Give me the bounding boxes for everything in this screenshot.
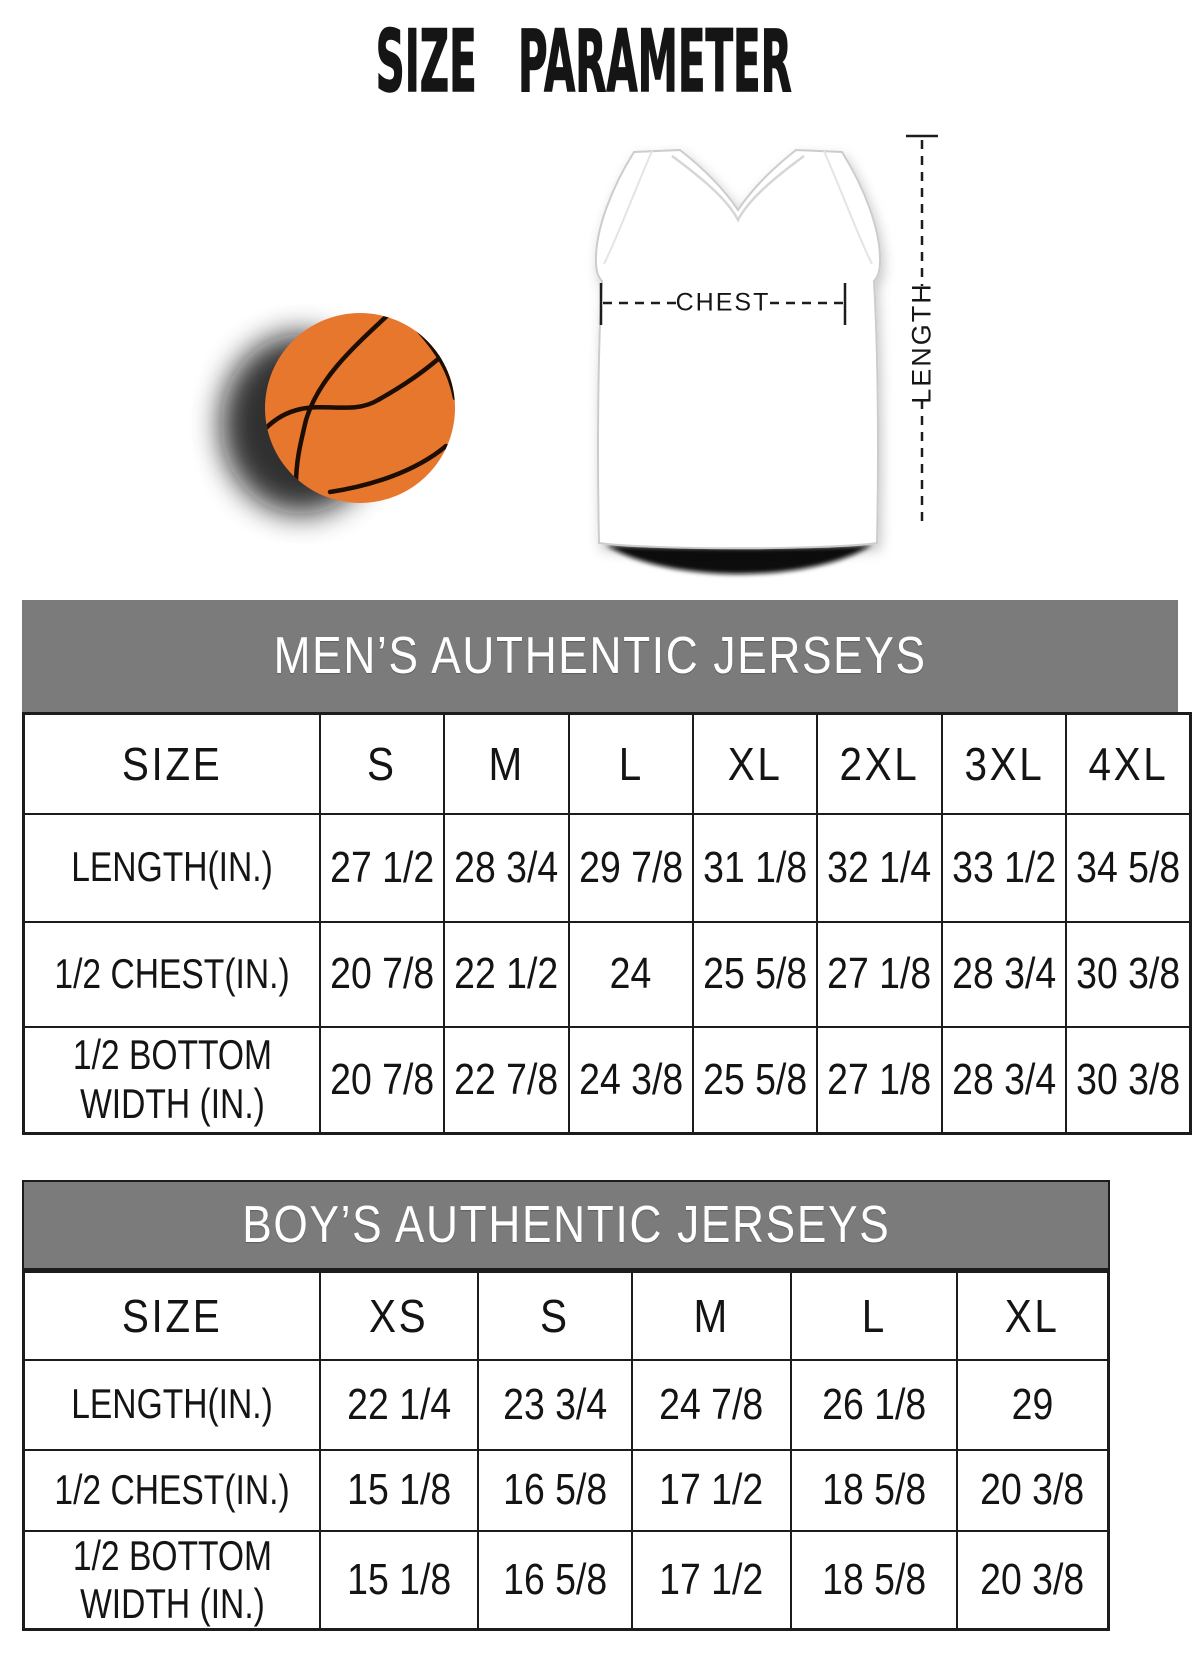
value-cell: [478, 1450, 631, 1531]
boys-chest-row: [24, 1450, 1109, 1531]
jersey-body: [596, 150, 880, 548]
cell-text: 20 3/8: [980, 1465, 1085, 1514]
cell-text: 18 5/8: [822, 1554, 927, 1604]
cell-text: LENGTH(IN.): [71, 1380, 273, 1428]
value-cell: [320, 814, 444, 922]
boys-length-row: [24, 1360, 1109, 1450]
cell-text: 27 1/2: [330, 842, 435, 892]
cell-text: 16 5/8: [502, 1465, 607, 1514]
cell-text: 26 1/8: [822, 1379, 927, 1429]
mens-size-table: [22, 712, 1192, 1135]
boys-header-row: [24, 1272, 1109, 1360]
row-label-cell: [24, 922, 321, 1027]
cell-text: 31 1/8: [703, 842, 808, 892]
cell-text: 16 5/8: [502, 1554, 607, 1604]
value-cell: [1066, 1027, 1191, 1134]
cell-text: 20 7/8: [330, 949, 435, 998]
boys-header-cell: [791, 1272, 957, 1360]
cell-text: 33 1/2: [951, 842, 1056, 892]
value-cell: [957, 1531, 1108, 1630]
boys-header-cell: [478, 1272, 631, 1360]
cell-text: LENGTH(IN.): [71, 843, 273, 891]
cell-text: 24 3/8: [578, 1054, 683, 1104]
cell-text: L: [861, 1289, 887, 1342]
value-cell: [320, 1360, 478, 1450]
mens-band-title: MEN’S AUTHENTIC JERSEYS: [273, 627, 927, 685]
cell-text: 3XL: [963, 737, 1044, 790]
cell-text: XL: [1005, 1289, 1060, 1342]
value-cell: [320, 1027, 444, 1134]
boys-section: [22, 1180, 1110, 1631]
value-cell: [791, 1360, 957, 1450]
cell-text: 17 1/2: [659, 1554, 764, 1604]
mens-header-cell: [1066, 714, 1191, 814]
boys-header-cell: [320, 1272, 478, 1360]
value-cell: [320, 1450, 478, 1531]
mens-bottom-width-row: [24, 1027, 1191, 1134]
row-label-cell: [24, 1360, 321, 1450]
value-cell: [957, 1360, 1108, 1450]
cell-text: 30 3/8: [1076, 1054, 1181, 1104]
cell-text: S: [367, 737, 398, 790]
basketball-illustration: [221, 313, 455, 514]
cell-text: 2XL: [839, 737, 920, 790]
cell-text: 28 3/4: [951, 949, 1056, 998]
boys-size-table: [22, 1270, 1110, 1631]
cell-text: XS: [369, 1289, 429, 1342]
value-cell: [817, 814, 941, 922]
cell-text: 1/2 BOTTOM: [72, 1531, 272, 1579]
cell-text: L: [618, 737, 644, 790]
value-cell: [632, 1360, 792, 1450]
length-measure-label: LENGTH: [906, 282, 937, 404]
value-cell: [957, 1450, 1108, 1531]
mens-header-cell: [320, 714, 444, 814]
boys-header-cell: [632, 1272, 792, 1360]
cell-text: 24 7/8: [659, 1379, 764, 1429]
boys-band-title: BOY’S AUTHENTIC JERSEYS: [241, 1196, 891, 1254]
row-label-cell: [24, 1027, 321, 1134]
cell-text: 30 3/8: [1076, 949, 1181, 998]
mens-header-cell: [817, 714, 941, 814]
value-cell: [632, 1450, 792, 1531]
mens-header-cell: [693, 714, 817, 814]
mens-header-cell: [444, 714, 568, 814]
cell-text: 25 5/8: [703, 949, 808, 998]
row-label-cell: [24, 814, 321, 922]
value-cell: [478, 1531, 631, 1630]
mens-header-cell: [569, 714, 693, 814]
cell-text: 29 7/8: [578, 842, 683, 892]
cell-text: WIDTH (IN.): [79, 1579, 265, 1627]
cell-text: 15 1/8: [347, 1554, 452, 1604]
cell-text: M: [693, 1289, 730, 1342]
boys-header-cell: [24, 1272, 321, 1360]
value-cell: [693, 1027, 817, 1134]
value-cell: [693, 814, 817, 922]
mens-section: [22, 600, 1181, 1135]
value-cell: [791, 1531, 957, 1630]
boys-band: [22, 1180, 1110, 1270]
mens-header-cell: [24, 714, 321, 814]
cell-text: 22 7/8: [454, 1054, 559, 1104]
cell-text: 20 7/8: [330, 1054, 435, 1104]
cell-text: 20 3/8: [980, 1554, 1085, 1604]
cell-text: XL: [727, 737, 783, 790]
cell-text: 15 1/8: [347, 1465, 452, 1514]
value-cell: [632, 1531, 792, 1630]
cell-text: 4XL: [1088, 737, 1169, 790]
cell-text: 24: [610, 949, 652, 998]
value-cell: [569, 1027, 693, 1134]
page-title-text: SIZE PARAMETER: [375, 12, 793, 112]
value-cell: [444, 814, 568, 922]
cell-text: 32 1/4: [827, 842, 932, 892]
value-cell: [817, 922, 941, 1027]
cell-text: 28 3/4: [951, 1054, 1056, 1104]
row-label-cell: [24, 1531, 321, 1630]
cell-text: 27 1/8: [827, 1054, 932, 1104]
cell-text: 18 5/8: [822, 1465, 927, 1514]
value-cell: [942, 922, 1066, 1027]
cell-text: 1/2 BOTTOM: [72, 1031, 272, 1079]
chest-measure-label: CHEST: [675, 288, 771, 317]
cell-text: M: [488, 737, 525, 790]
cell-text: 29: [1011, 1379, 1054, 1429]
cell-text: WIDTH (IN.): [79, 1079, 265, 1127]
value-cell: [1066, 922, 1191, 1027]
illustration: [0, 0, 1200, 600]
boys-header-cell: [957, 1272, 1108, 1360]
row-label-cell: [24, 1450, 321, 1531]
jersey-hem-shadow: [606, 545, 872, 574]
value-cell: [569, 814, 693, 922]
value-cell: [320, 922, 444, 1027]
cell-text: 22 1/2: [454, 949, 559, 998]
mens-chest-row: [24, 922, 1191, 1027]
value-cell: [1066, 814, 1191, 922]
value-cell: [942, 1027, 1066, 1134]
value-cell: [942, 814, 1066, 922]
boys-bottom-width-row: [24, 1531, 1109, 1630]
mens-length-row: [24, 814, 1191, 922]
cell-text: 28 3/4: [454, 842, 559, 892]
value-cell: [444, 922, 568, 1027]
cell-text: S: [540, 1289, 570, 1342]
value-cell: [791, 1450, 957, 1531]
jersey-illustration: [596, 150, 880, 574]
cell-text: 34 5/8: [1076, 842, 1181, 892]
value-cell: [693, 922, 817, 1027]
value-cell: [478, 1360, 631, 1450]
cell-text: 17 1/2: [659, 1465, 764, 1514]
mens-band: [22, 600, 1178, 712]
mens-header-row: [24, 714, 1191, 814]
cell-text: 27 1/8: [827, 949, 932, 998]
cell-text: SIZE: [121, 737, 223, 790]
cell-text: 1/2 CHEST(IN.): [54, 949, 290, 997]
cell-text: 22 1/4: [347, 1379, 452, 1429]
cell-text: 23 3/4: [502, 1379, 607, 1429]
mens-header-cell: [942, 714, 1066, 814]
cell-text: SIZE: [121, 1289, 223, 1342]
value-cell: [569, 922, 693, 1027]
cell-text: 25 5/8: [703, 1054, 808, 1104]
value-cell: [320, 1531, 478, 1630]
value-cell: [817, 1027, 941, 1134]
cell-text: 1/2 CHEST(IN.): [54, 1465, 290, 1513]
value-cell: [444, 1027, 568, 1134]
